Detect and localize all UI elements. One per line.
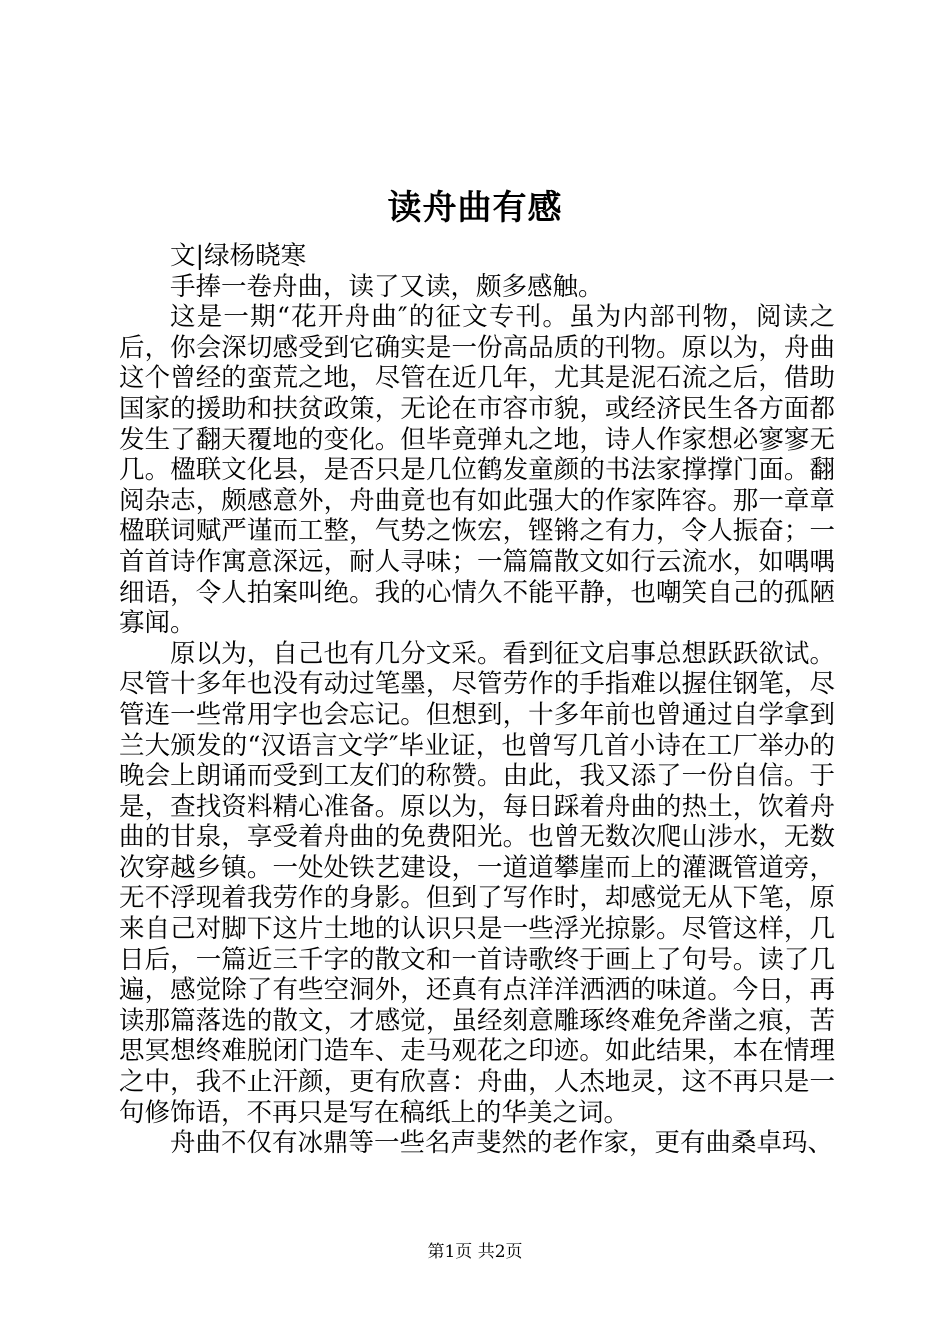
page-title: 读舟曲有感 (387, 188, 563, 228)
article-body (119, 241, 835, 1159)
byline: 文|绿杨晓寒 (170, 241, 307, 271)
paragraph: 原以为，自己也有几分文采。看到征文启事总想跃跃欲试。尽管十多年也没有动过笔墨，尽管劳作的手指难以握住钢笔，尽管连一些常用字也会忘记。但想到，十多年前也曾通过自学拿到兰大颁发的“汉语言文学″毕业证，也曾写几首小诗在工厂举办的晚会上朗诵而受到工友们的称赞。由此，我又添了一份自信。于是，查找资料精心准备。原以为，每日踩着舟曲的热土，饮着舟曲的甘泉，享受着舟曲的免费阳光。也曾无数次爬山涉水，无数次穿越乡镇。一处处铁艺建设，一道道攀崖而上的灌溉管道旁，无不浮现着我劳作的身影。但到了写作时，却感觉无从下笔，原来自己对脚下这片土地的认识只是一些浮光掠影。尽管这样，几日后，一篇近三千字的散文和一首诗歌终于画上了句号。读了几遍，感觉除了有些空洞外，还真有点洋洋洒洒的味道。今日，再读那篇落选的散文，才感觉，虽经刻意雕琢终难免斧凿之痕，苦思冥想终难脱闭门造车、走马观花之印迹。如此结果，本在情理之中，我不止汗颜，更有欣喜：舟曲，人杰地灵，这不再只是一句修饰语，不再只是写在稿纸上的华美之词。 (119, 638, 835, 1128)
paragraph: 手捧一卷舟曲，读了又读，颇多感触。 (170, 271, 604, 302)
paragraph: 舟曲不仅有冰鼎等一些名声斐然的老作家，更有曲桑卓玛、 (170, 1128, 834, 1159)
page-footer: 第1页 共2页 (427, 1242, 523, 1262)
paragraph: 这是一期“花开舟曲″的征文专刊。虽为内部刊物，阅读之后，你会深切感受到它确实是一份高品质的刊物。原以为，舟曲这个曾经的蛮荒之地，尽管在近几年，尤其是泥石流之后，借助国家的援助和扶贫政策，无论在市容市貌，或经济民生各方面都发生了翻天覆地的变化。但毕竟弹丸之地，诗人作家想必寥寥无几。楹联文化县，是否只是几位鹤发童颜的书法家撑撑门面。翻阅杂志，颇感意外，舟曲竟也有如此强大的作家阵容。那一章章楹联词赋严谨而工整，气势之恢宏，铿锵之有力，令人振奋；一首首诗作寓意深远，耐人寻味；一篇篇散文如行云流水，如喁喁细语，令人拍案叫绝。我的心情久不能平静，也嘲笑自己的孤陋寡闻。 (119, 302, 835, 639)
